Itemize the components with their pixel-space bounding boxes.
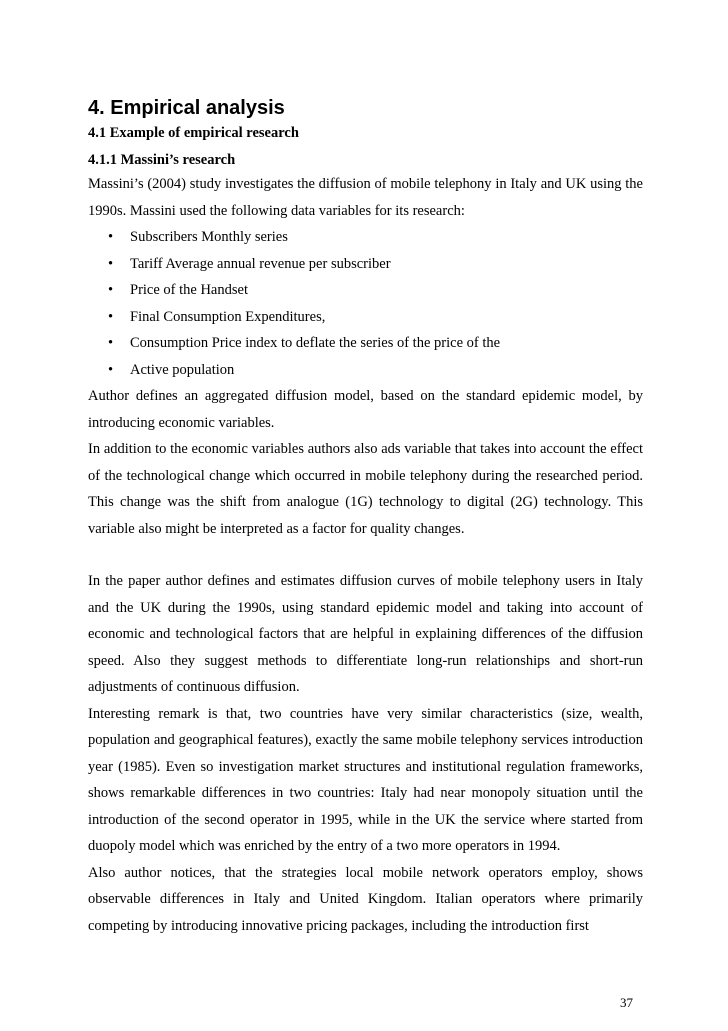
- bullet-icon: •: [108, 361, 114, 378]
- bullet-icon: •: [108, 335, 114, 351]
- list-item: • Subscribers Monthly series: [88, 224, 643, 251]
- list-item: • Price of the Handset: [88, 277, 643, 304]
- bullet-icon: •: [108, 255, 114, 272]
- paragraph-spacer: [88, 542, 643, 568]
- paragraph-country-comparison: Interesting remark is that, two countries have very similar characteristics (size, wealth, population and geographical features), exactly the same mobile telephony services introduction year (1985). Even so investigation market structures and institutional regulation frameworks, shows remarkable differences in two countries: Italy had near monopoly situation until the introduction of the second operator in 1995, while in the UK the service where started from duopoly model which was enriched by the entry of a two more operators in 1994.: [88, 705, 643, 854]
- chapter-heading: 4. Empirical analysis: [88, 97, 285, 119]
- paragraph-model: Author defines an aggregated diffusion model, based on the standard epidemic model, by introducing economic variables.: [88, 388, 643, 431]
- list-item: • Active population: [88, 357, 643, 384]
- paragraph-operator-strategies: Also author notices, that the strategies local mobile network operators employ, shows observable differences in Italy and United Kingdom. Italian operators where primarily competing by introducing innovative pricing packages, including the introduction first: [88, 864, 643, 934]
- list-item: • Consumption Price index to deflate the series of the price of the: [88, 330, 643, 357]
- page-number: 37: [620, 995, 633, 1010]
- document-page: [88, 96, 643, 939]
- bullet-icon: •: [108, 229, 114, 245]
- list-item: • Tariff Average annual revenue per subscriber: [88, 251, 643, 278]
- paragraph-diffusion-curves: In the paper author defines and estimates diffusion curves of mobile telephony users in Italy and the UK during the 1990s, using standard epidemic model and taking into account of economic and technological factors that are helpful in explaining differences of the diffusion speed. Also they suggest methods to differentiate long-run relationships and short-run adjustments of continuous diffusion.: [88, 573, 643, 695]
- list-item: • Final Consumption Expenditures,: [88, 304, 643, 331]
- bullet-icon: •: [108, 282, 114, 298]
- bullet-icon: •: [108, 308, 114, 325]
- variable-list: [88, 224, 643, 383]
- intro-paragraph: Massini’s (2004) study investigates the diffusion of mobile telephony in Italy and UK using the 1990s. Massini used the following data variables for its research:: [88, 176, 643, 219]
- paragraph-technology: In addition to the economic variables authors also ads variable that takes into account the effect of the technological change which occurred in mobile telephony during the researched period. This change was the shift from analogue (1G) technology to digital (2G) technology. This variable also might be interpreted as a factor for quality changes.: [88, 441, 643, 537]
- section-heading: 4.1 Example of empirical research: [88, 125, 299, 141]
- subsection-heading: 4.1.1 Massini’s research: [88, 152, 236, 168]
